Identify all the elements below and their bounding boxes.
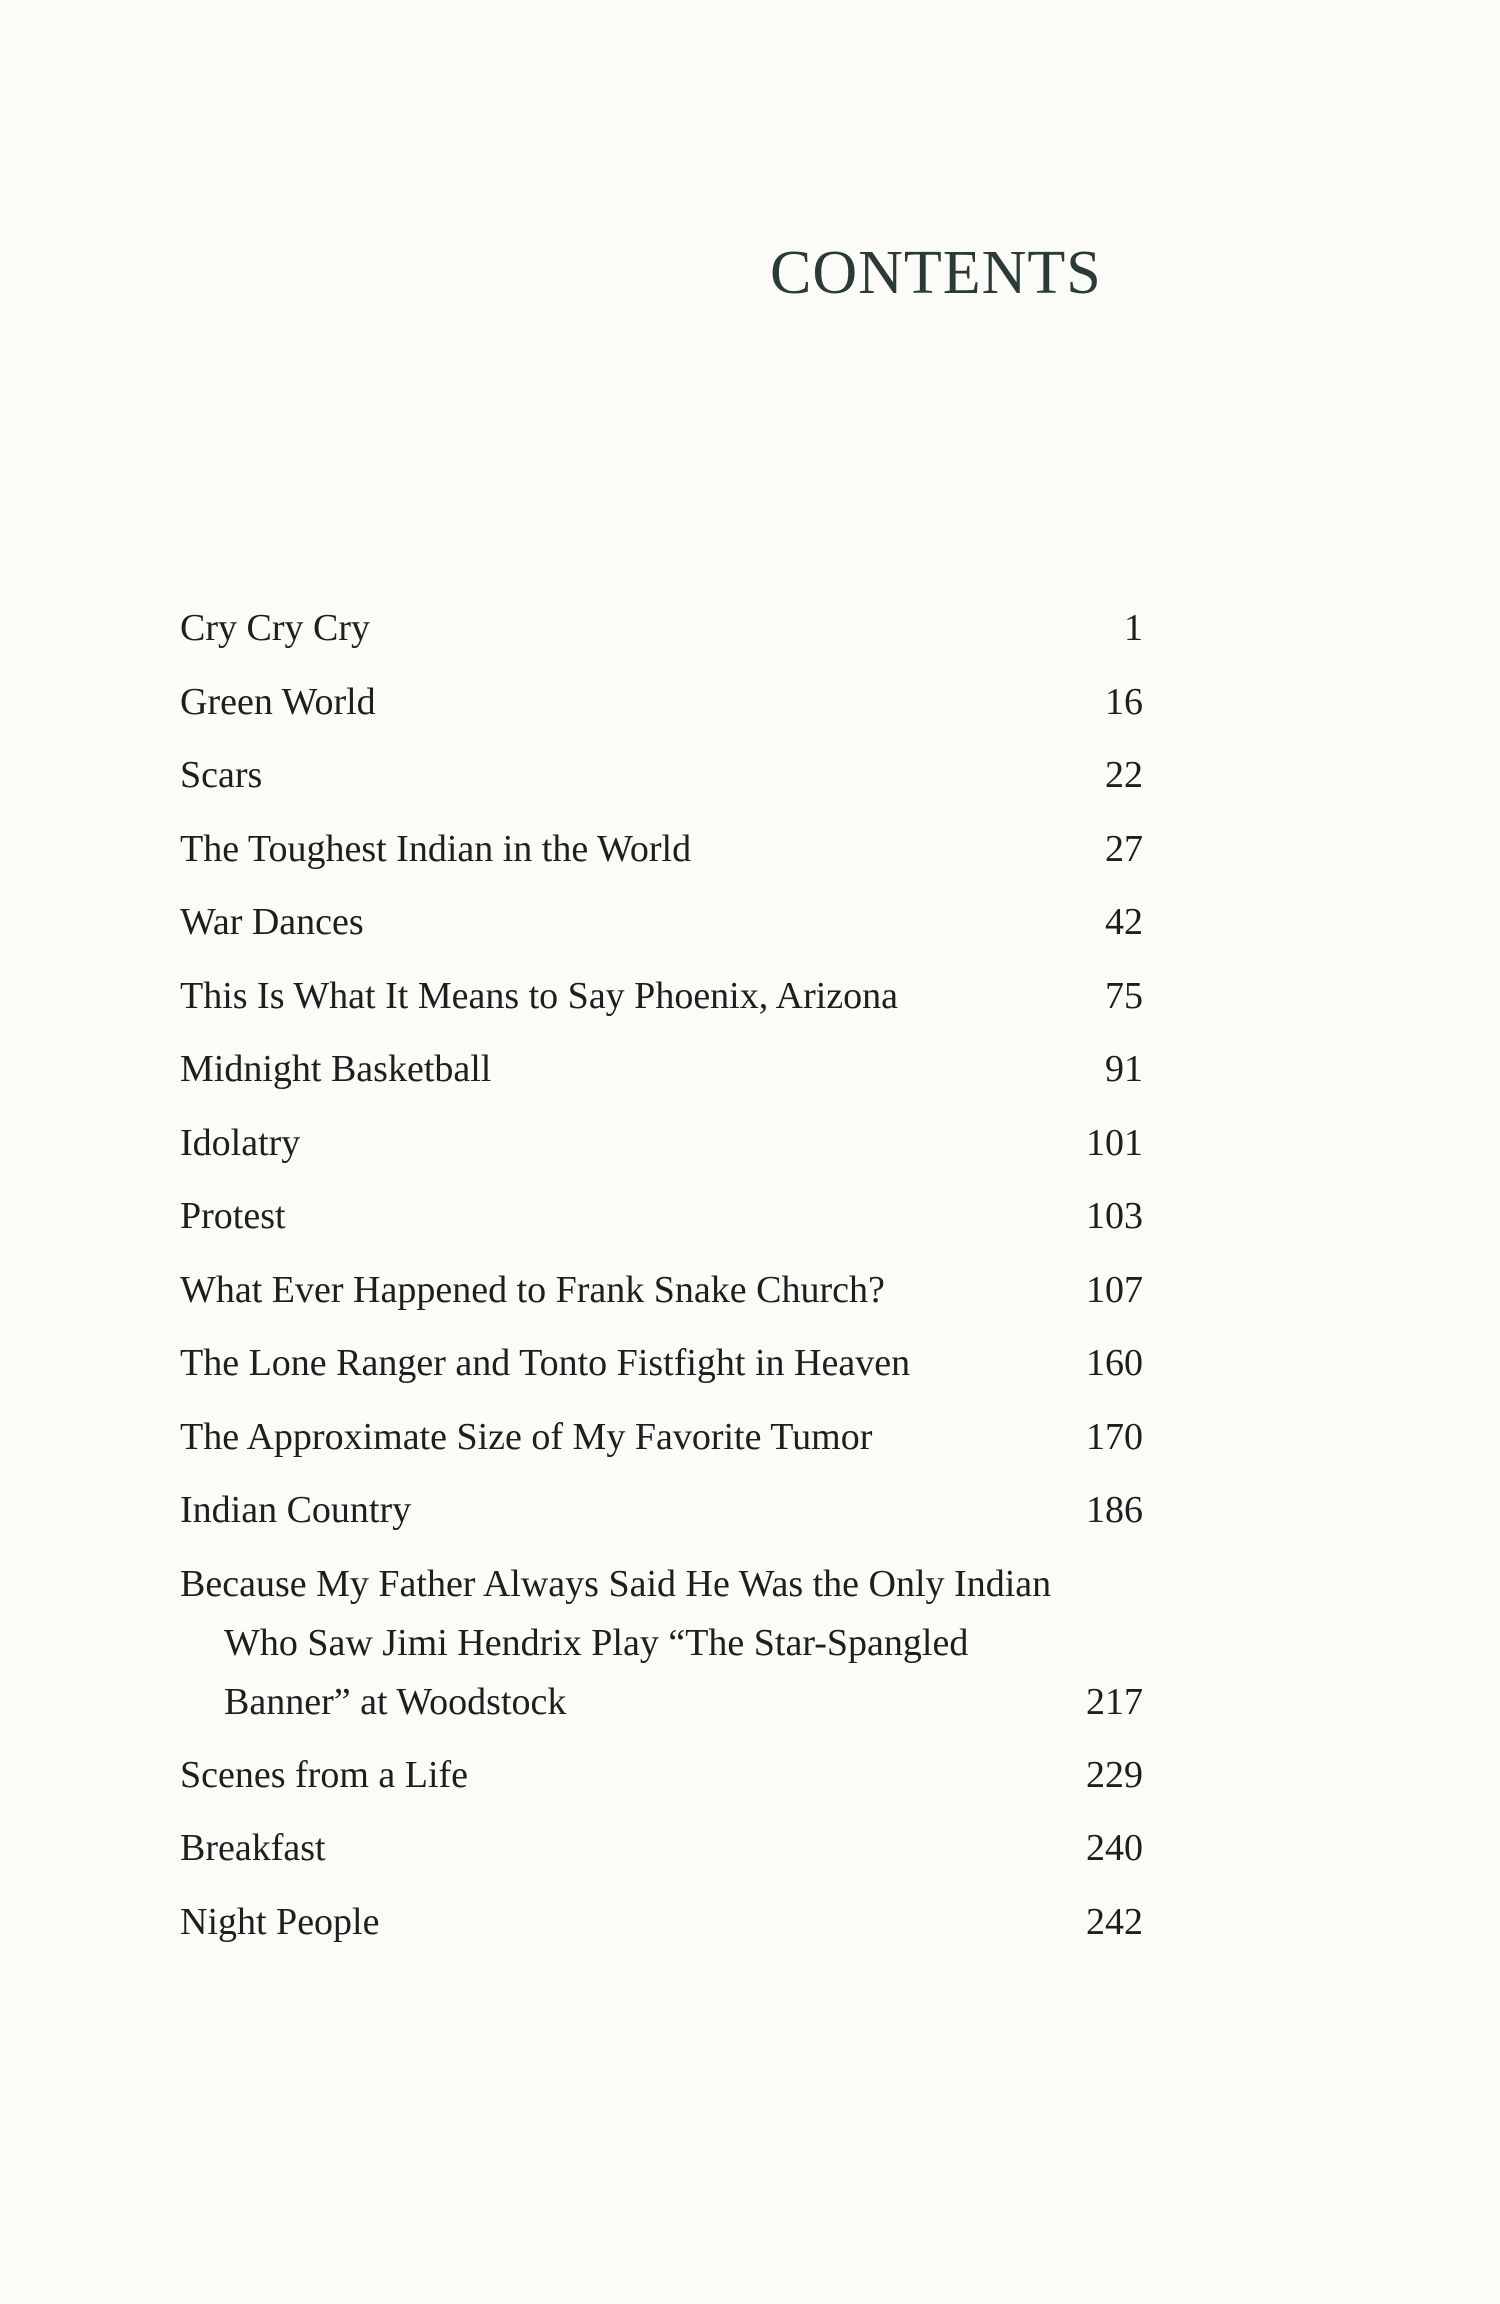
- toc-entry: [180, 592, 1145, 666]
- toc-entry-page: 27: [1105, 827, 1143, 870]
- toc-entry-page: 229: [1086, 1753, 1143, 1796]
- toc-entry: [180, 1474, 1145, 1548]
- toc-entry-page: 160: [1086, 1342, 1143, 1384]
- toc-entry-title: Because My Father Always Said He Was the Only Indian Who Saw Jimi Hendrix Play “The Star-Spangled Banner” at Woodstock: [180, 1562, 1052, 1723]
- toc-entry: [180, 1107, 1145, 1181]
- toc-entry-title: Breakfast: [180, 1827, 326, 1869]
- toc-entry: [180, 813, 1145, 887]
- toc-entry: [180, 1812, 1145, 1886]
- toc-entry-page: 22: [1105, 754, 1143, 796]
- toc-entry-page: 240: [1086, 1827, 1143, 1869]
- toc-entry-page: 170: [1086, 1415, 1143, 1458]
- toc-entry-title: Protest: [180, 1195, 286, 1237]
- toc-entry-page: 91: [1105, 1048, 1143, 1090]
- toc-entry: [180, 960, 1145, 1034]
- toc-entry: [180, 886, 1145, 960]
- toc-entry-page: 217: [1086, 1680, 1143, 1723]
- toc-entry-page: 75: [1105, 974, 1143, 1017]
- toc-entry-page: 42: [1105, 901, 1143, 943]
- toc-entry: [180, 1033, 1145, 1107]
- toc-entry-title: The Approximate Size of My Favorite Tumor: [180, 1415, 873, 1458]
- toc-entry: [180, 1254, 1145, 1328]
- contents-heading: CONTENTS: [770, 239, 1102, 307]
- toc-entry-page: 16: [1105, 680, 1143, 723]
- toc-entry-title: What Ever Happened to Frank Snake Church?: [180, 1268, 885, 1311]
- toc-entry: [180, 1327, 1145, 1401]
- toc-entry-title: War Dances: [180, 901, 364, 943]
- toc-entry: [180, 739, 1145, 813]
- toc-entry: [180, 1886, 1145, 1960]
- toc-entry-page: 186: [1086, 1489, 1143, 1531]
- toc-entry-title: Night People: [180, 1900, 380, 1943]
- toc-entry-title: The Lone Ranger and Tonto Fistfight in Heaven: [180, 1342, 911, 1384]
- table-of-contents: [180, 592, 1145, 1959]
- toc-entry-title: Midnight Basketball: [180, 1048, 492, 1090]
- toc-entry-page: 107: [1086, 1268, 1143, 1311]
- toc-entry: [180, 666, 1145, 740]
- toc-entry-page: 1: [1124, 607, 1143, 649]
- toc-entry-title: Cry Cry Cry: [180, 607, 370, 649]
- toc-entry: [180, 1555, 1145, 1732]
- toc-entry-title: Green World: [180, 680, 376, 723]
- toc-entry-page: 242: [1086, 1900, 1143, 1943]
- toc-entry: [180, 1739, 1145, 1813]
- toc-entry-title: This Is What It Means to Say Phoenix, Arizona: [180, 974, 899, 1017]
- toc-entry-title: Indian Country: [180, 1489, 412, 1531]
- toc-entry-title: Scenes from a Life: [180, 1753, 469, 1796]
- toc-entry-page: 101: [1086, 1121, 1143, 1164]
- toc-entry-title: The Toughest Indian in the World: [180, 827, 692, 870]
- toc-entry-title: Scars: [180, 754, 263, 796]
- toc-entry: [180, 1180, 1145, 1254]
- toc-entry-title: Idolatry: [180, 1121, 301, 1164]
- toc-entry-page: 103: [1086, 1195, 1143, 1237]
- toc-entry: [180, 1401, 1145, 1475]
